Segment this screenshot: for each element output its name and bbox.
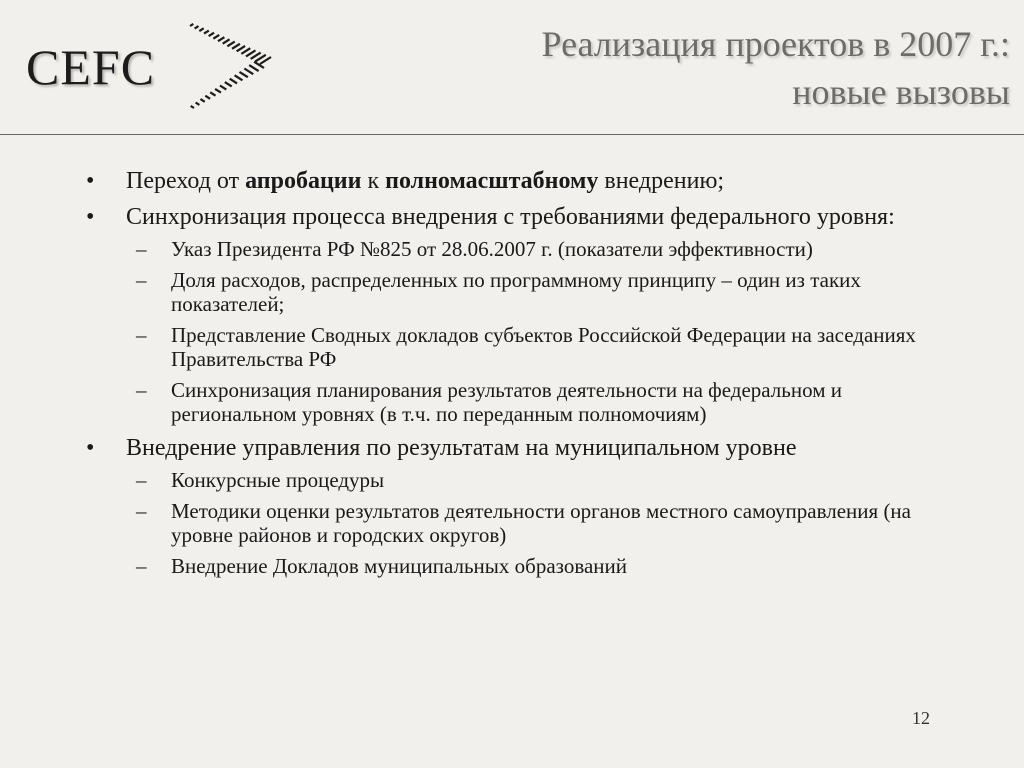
sub-bullet-text: Внедрение Докладов муниципальных образований bbox=[171, 554, 628, 578]
sub-bullet-item bbox=[84, 237, 944, 261]
bullet-item bbox=[84, 168, 944, 195]
bullet-list bbox=[84, 168, 944, 578]
dash-glyph: – bbox=[136, 378, 147, 402]
logo-text: CEFC bbox=[26, 39, 156, 95]
bullet-item bbox=[84, 435, 944, 578]
text-run: к bbox=[361, 168, 386, 194]
bullet-text bbox=[126, 168, 724, 194]
sub-bullet-item bbox=[84, 268, 944, 316]
slide-body bbox=[84, 168, 944, 587]
sub-bullet-text: Доля расходов, распределенных по программному принципу – один из таких показателей; bbox=[171, 268, 861, 316]
title-line-1: Реализация проектов в 2007 г.: bbox=[541, 24, 1010, 64]
sub-bullet-item bbox=[84, 554, 944, 578]
bullet-glyph: • bbox=[86, 168, 95, 194]
dash-glyph: – bbox=[136, 237, 147, 261]
sub-bullet-text: Указ Президента РФ №825 от 28.06.2007 г. (показатели эффективности) bbox=[171, 237, 813, 261]
page-number: 12 bbox=[912, 708, 930, 728]
dash-glyph: – bbox=[136, 323, 147, 347]
sub-bullet-list bbox=[126, 237, 944, 426]
logo-arrow-icon bbox=[184, 22, 276, 112]
bullet-item bbox=[84, 204, 944, 426]
dash-glyph: – bbox=[136, 268, 147, 292]
dash-glyph: – bbox=[136, 554, 147, 578]
slide-title bbox=[542, 20, 1010, 116]
bullet-glyph: • bbox=[86, 435, 95, 461]
sub-bullet-item bbox=[84, 323, 944, 371]
text-run: Переход от bbox=[126, 168, 246, 194]
bullet-glyph: • bbox=[86, 204, 95, 230]
bullet-text bbox=[126, 204, 895, 230]
sub-bullet-item bbox=[84, 468, 944, 492]
sub-bullet-text: Конкурсные процедуры bbox=[171, 468, 385, 492]
sub-bullet-text: Методики оценки результатов деятельности органов местного самоуправления (на уровне районов и городских округов) bbox=[171, 499, 911, 547]
sub-bullet-text: Представление Сводных докладов субъектов Российской Федерации на заседаниях Правительства РФ bbox=[171, 323, 916, 371]
slide-header bbox=[0, 0, 1024, 136]
bold-text: полномасштабному bbox=[385, 168, 599, 194]
sub-bullet-item bbox=[84, 378, 944, 426]
bold-text: апробации bbox=[245, 168, 362, 194]
bullet-text bbox=[126, 435, 797, 461]
sub-bullet-list bbox=[126, 468, 944, 578]
sub-bullet-text: Синхронизация планирования результатов деятельности на федеральном и региональном уровнях (в т.ч. по переданным полномочиям) bbox=[171, 378, 842, 426]
sub-bullet-item bbox=[84, 499, 944, 547]
dash-glyph: – bbox=[136, 499, 147, 523]
title-line-2: новые вызовы bbox=[792, 72, 1010, 112]
text-run: Внедрение управления по результатам на муниципальном уровне bbox=[126, 435, 797, 461]
text-run: внедрению; bbox=[598, 168, 725, 194]
header-divider bbox=[0, 134, 1024, 135]
dash-glyph: – bbox=[136, 468, 147, 492]
text-run: Синхронизация процесса внедрения с требованиями федерального уровня: bbox=[126, 204, 895, 230]
